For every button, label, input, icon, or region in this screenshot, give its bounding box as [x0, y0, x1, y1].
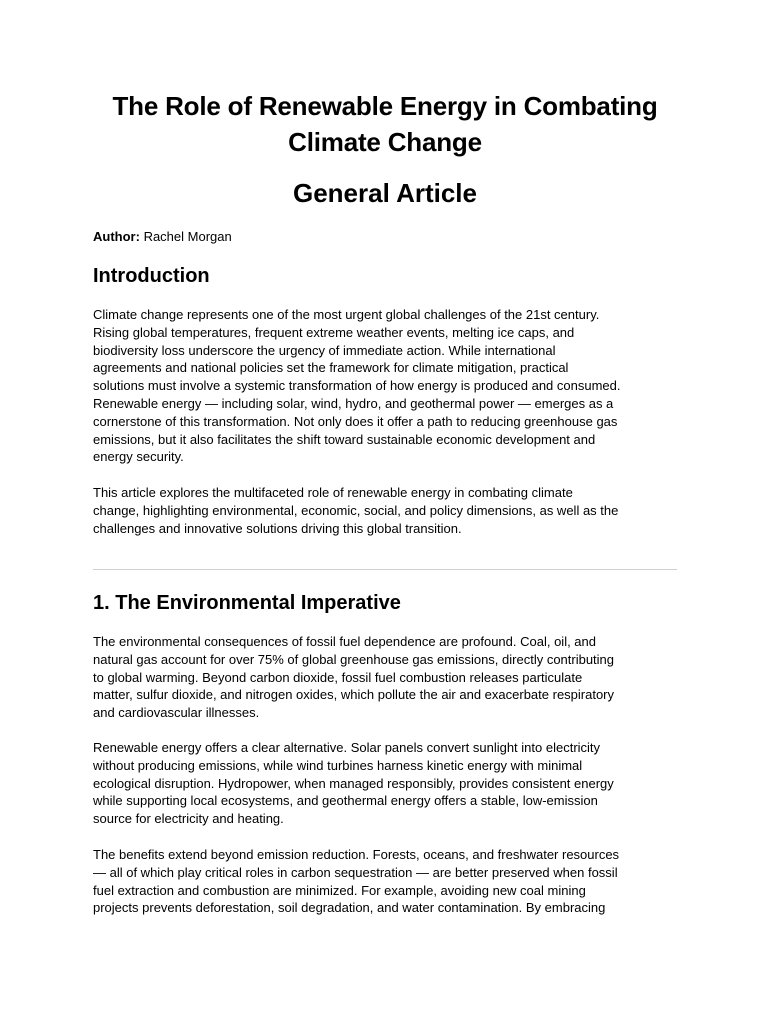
text-line: while supporting local ecosystems, and geothermal energy offers a stable, low-emission — [93, 793, 598, 809]
title-line-2: Climate Change — [288, 127, 482, 157]
author-name: Rachel Morgan — [143, 229, 232, 244]
text-line: energy security. — [93, 449, 184, 465]
section-1-paragraph-2 — [93, 739, 677, 828]
text-line: matter, sulfur dioxide, and nitrogen oxides, which pollute the air and exacerbate respiratory — [93, 687, 615, 703]
text-line: projects prevents deforestation, soil degradation, and water contamination. By embracing — [93, 900, 606, 916]
text-line: change, highlighting environmental, economic, social, and policy dimensions, as well as the — [93, 502, 619, 518]
text-line: ecological disruption. Hydropower, when managed responsibly, provides consistent energy — [93, 775, 614, 791]
author-line — [93, 228, 232, 246]
text-line: This article explores the multifaceted role of renewable energy in combating climate — [93, 485, 573, 500]
text-line: without producing emissions, while wind turbines harness kinetic energy with minimal — [93, 757, 583, 773]
text-line: emissions, but it also facilitates the shift toward sustainable economic development and — [93, 431, 596, 447]
text-line: to global warming. Beyond carbon dioxide, fossil fuel combustion releases particulate — [93, 669, 583, 685]
introduction-paragraph-1 — [93, 306, 677, 466]
text-line: natural gas account for over 75% of global greenhouse gas emissions, directly contributing — [93, 651, 615, 667]
document-title — [93, 88, 677, 160]
text-line: challenges and innovative solutions driving this global transition. — [93, 520, 462, 536]
section-divider — [93, 569, 677, 570]
text-line: Rising global temperatures, frequent extreme weather events, melting ice caps, and — [93, 324, 575, 340]
text-line: fuel extraction and combustion are minimized. For example, avoiding new coal mining — [93, 882, 586, 898]
text-line: The environmental consequences of fossil fuel dependence are profound. Coal, oil, and — [93, 634, 596, 649]
text-line: — all of which play critical roles in carbon sequestration — are better preserved when fossil — [93, 864, 618, 880]
section-1-heading: 1. The Environmental Imperative — [93, 592, 401, 614]
text-line: Renewable energy offers a clear alternative. Solar panels convert sunlight into electricity — [93, 740, 601, 755]
text-line: cornerstone of this transformation. Not only does it offer a path to reducing greenhouse gas — [93, 413, 618, 429]
introduction-paragraph-2 — [93, 484, 677, 537]
text-line: and cardiovascular illnesses. — [93, 705, 260, 721]
text-line: Climate change represents one of the most urgent global challenges of the 21st century. — [93, 307, 600, 322]
title-line-1: The Role of Renewable Energy in Combating — [112, 91, 658, 121]
section-1-paragraph-3 — [93, 846, 677, 917]
text-line: solutions must involve a systemic transformation of how energy is produced and consumed. — [93, 378, 621, 394]
text-line: biodiversity loss underscore the urgency of immediate action. While international — [93, 342, 556, 358]
text-line: Renewable energy — including solar, wind, hydro, and geothermal power — emerges as a — [93, 395, 614, 411]
introduction-heading: Introduction — [93, 265, 210, 287]
document-subtitle: General Article — [292, 178, 477, 208]
section-1-paragraph-1 — [93, 633, 677, 722]
author-label: Author: — [93, 229, 140, 244]
text-line: The benefits extend beyond emission reduction. Forests, oceans, and freshwater resources — [93, 847, 620, 862]
text-line: source for electricity and heating. — [93, 811, 284, 827]
text-line: agreements and national policies set the framework for climate mitigation, practical — [93, 360, 569, 376]
